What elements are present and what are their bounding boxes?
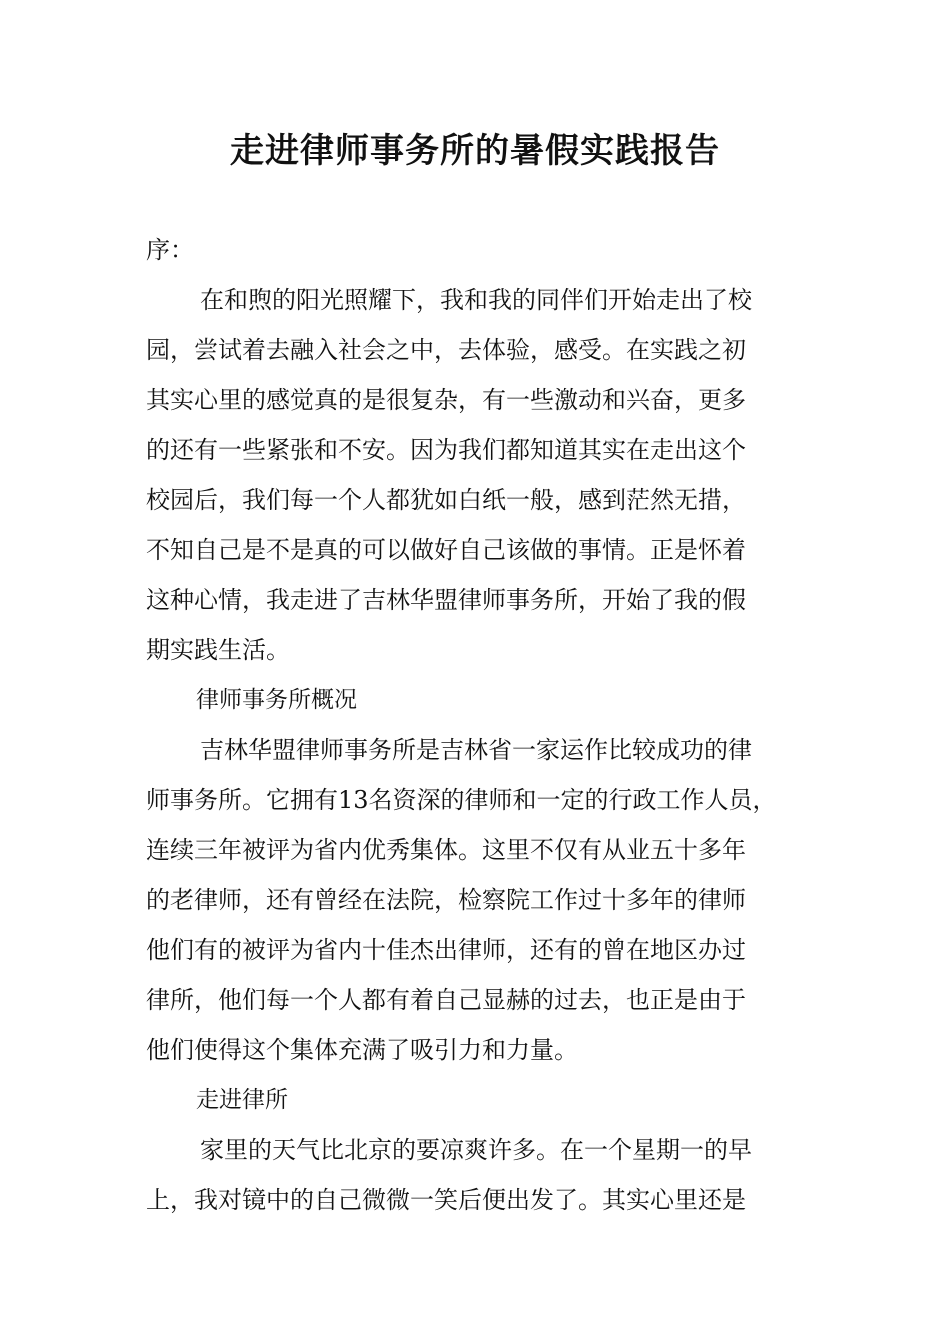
paragraph-line: 家里的天气比北京的要凉爽许多。在一个星期一的早	[200, 1136, 752, 1164]
section-heading: 律师事务所概况	[196, 687, 357, 713]
section-heading: 走进律所	[196, 1087, 288, 1113]
paragraph-line: 这种心情，我走进了吉林华盟律师事务所，开始了我的假	[146, 586, 746, 614]
paragraph-line: 校园后，我们每一个人都犹如白纸一般，感到茫然无措，	[146, 486, 746, 514]
paragraph-line: 吉林华盟律师事务所是吉林省一家运作比较成功的律	[200, 736, 752, 764]
paragraph-line: 的老律师，还有曾经在法院，检察院工作过十多年的律师	[146, 886, 746, 914]
paragraph-line: 期实践生活。	[146, 636, 290, 664]
paragraph-line: 师事务所。它拥有13名资深的律师和一定的行政工作人员，	[146, 786, 777, 814]
paragraph-line: 律所，他们每一个人都有着自己显赫的过去，也正是由于	[146, 986, 746, 1014]
document-body	[146, 225, 808, 1225]
paragraph-line: 的还有一些紧张和不安。因为我们都知道其实在走出这个	[146, 436, 746, 464]
document-title: 走进律师事务所的暑假实践报告	[230, 131, 720, 171]
paragraph-line: 他们使得这个集体充满了吸引力和力量。	[146, 1036, 578, 1064]
paragraph-line: 上，我对镜中的自己微微一笑后便出发了。其实心里还是	[146, 1186, 746, 1214]
paragraph-line: 其实心里的感觉真的是很复杂，有一些激动和兴奋，更多	[146, 386, 746, 414]
paragraph-line: 园，尝试着去融入社会之中，去体验，感受。在实践之初	[146, 336, 746, 364]
paragraph-line: 连续三年被评为省内优秀集体。这里不仅有从业五十多年	[146, 836, 746, 864]
preface-label: 序：	[146, 236, 194, 264]
paragraph-line: 不知自己是不是真的可以做好自己该做的事情。正是怀着	[146, 536, 746, 564]
paragraph-line: 在和煦的阳光照耀下，我和我的同伴们开始走出了校	[200, 286, 752, 314]
paragraph-line: 他们有的被评为省内十佳杰出律师，还有的曾在地区办过	[146, 936, 746, 964]
